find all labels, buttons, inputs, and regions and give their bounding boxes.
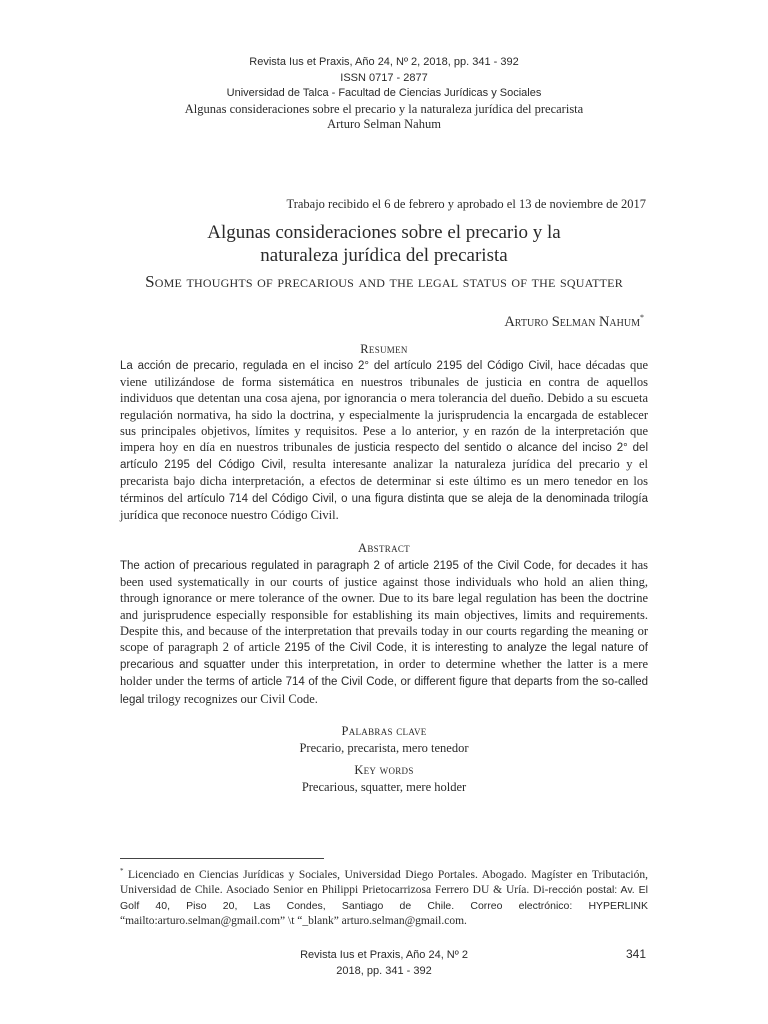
abstract-text [120, 557, 648, 708]
author-line [504, 313, 644, 331]
resumen-seg-2: hace décadas que viene utilizándose de forma sistemática en nuestros tribunales de justicia en contra de aquellos individuos que detentan una cosa ajena, por ignorancia o mera tolerancia del dueño. Debido a su escueta regulación normativa, ha sido la doctrina, y especialmente la jurisprudencia la encargada de establecer sus principales objetivos, límites y requisitos. Pese a lo anterior, y en razón de la interpretación que impera hoy en día en nuestros tribunales [120, 358, 649, 455]
author-name: Arturo Selman Nahum [504, 313, 640, 330]
author-footnote-mark: * [640, 313, 644, 322]
footnote-mark: * [120, 867, 124, 875]
article-title [120, 221, 648, 267]
page-number: 341 [625, 947, 646, 961]
footnote-seg-1: Licenciado en Ciencias Jurídicas y Sociales, Universidad Diego Portales. Abogado. Magíster en Tributación, Universidad de Chile. Asociado Senior en Philippi Prietocarrizosa Ferrero DU & Uría. Di- [120, 868, 648, 897]
footnote-divider [120, 858, 324, 859]
resumen-seg-4: resulta interesante analizar la naturaleza jurídica del precario y el precarista bajo dicha interpretación, a efectos de determinar si este último es un mero tenedor en los términos del [120, 457, 648, 505]
article-subtitle: Some thoughts of precarious and the legal status of the squatter [145, 272, 623, 291]
received-date: Trabajo recibido el 6 de febrero y aprobado el 13 de noviembre de 2017 [286, 197, 646, 211]
footnote-seg-2: rección postal: Av. El Golf 40, Piso 20, Las Condes, Santiago de Chile. Correo electrónico: HYPERLINK [120, 884, 648, 912]
title-line-2: naturaleza jurídica del precarista [260, 245, 508, 266]
footer-citation-line-1: Revista Ius et Praxis, Año 24, Nº 2 [300, 949, 468, 961]
journal-citation: Revista Ius et Praxis, Año 24, Nº 2, 2018, pp. 341 - 392 [249, 56, 519, 68]
footnote [120, 864, 648, 930]
resumen-seg-6: jurídica que reconoce nuestro Código Civil. [120, 507, 339, 522]
abstract-seg-4: under this interpretation, in order to determine whether the latter is a mere holder under the [120, 657, 648, 689]
abstract-heading: Abstract [358, 541, 410, 555]
resumen-text [120, 357, 648, 523]
abstract-seg-1: The action of precarious regulated in paragraph 2 of article 2195 of the Civil Code, for [120, 560, 572, 572]
footnote-seg-3: “mailto:arturo.selman@gmail.com” \t “_blank” arturo.selman@gmail.com. [120, 915, 467, 928]
title-line-1: Algunas consideraciones sobre el precario y la [207, 222, 561, 243]
header-article-title: Algunas consideraciones sobre el precario y la naturaleza jurídica del precarista [184, 101, 584, 116]
abstract-seg-3: 2195 of the Civil Code, it is interesting to analyze the legal nature of precarious and squatter [120, 642, 648, 672]
resumen-heading: Resumen [360, 342, 408, 356]
page-footer [0, 947, 768, 979]
issn: ISSN 0717 - 2877 [340, 71, 428, 84]
university: Universidad de Talca - Facultad de Ciencias Jurídicas y Sociales [226, 87, 542, 99]
resumen-seg-3: de justicia respecto del sentido o alcance del inciso 2° del artículo 2195 del Código Civil, [120, 442, 648, 472]
running-header [0, 55, 768, 133]
abstract-seg-2: decades it has been used systematically in our courts of justice against those individuals who hold an alien thing, through ignorance or mere tolerance of the owner. Due to its bare legal regulation has been the doctrine and jurisprudence especially responsible for establishing its main objectives, limits and requirements. Despite this, and because of the interpretation that prevails today in our courts regarding the meaning or scope of paragraph 2 of article [120, 558, 648, 655]
resumen-seg-5: artículo 714 del Código Civil, o una figura distinta que se aleja de la denominada trilogía [187, 492, 648, 505]
header-author: Arturo Selman Nahum [327, 117, 441, 131]
resumen-seg-1: La acción de precario, regulada en el inciso 2° del artículo 2195 del Código Civil, [120, 360, 554, 372]
footer-citation-line-2: 2018, pp. 341 - 392 [336, 965, 432, 977]
palabras-clave-heading: Palabras clave [341, 724, 427, 738]
abstract-seg-5: terms of article 714 of the Civil Code, or different figure that departs from the so-called legal [120, 676, 649, 706]
key-words-text: Precarious, squatter, mere holder [301, 780, 467, 794]
palabras-clave-text: Precario, precarista, mero tenedor [299, 741, 469, 755]
key-words-heading: Key words [354, 763, 414, 777]
abstract-seg-6: trilogy recognizes our Civil Code. [144, 691, 318, 706]
